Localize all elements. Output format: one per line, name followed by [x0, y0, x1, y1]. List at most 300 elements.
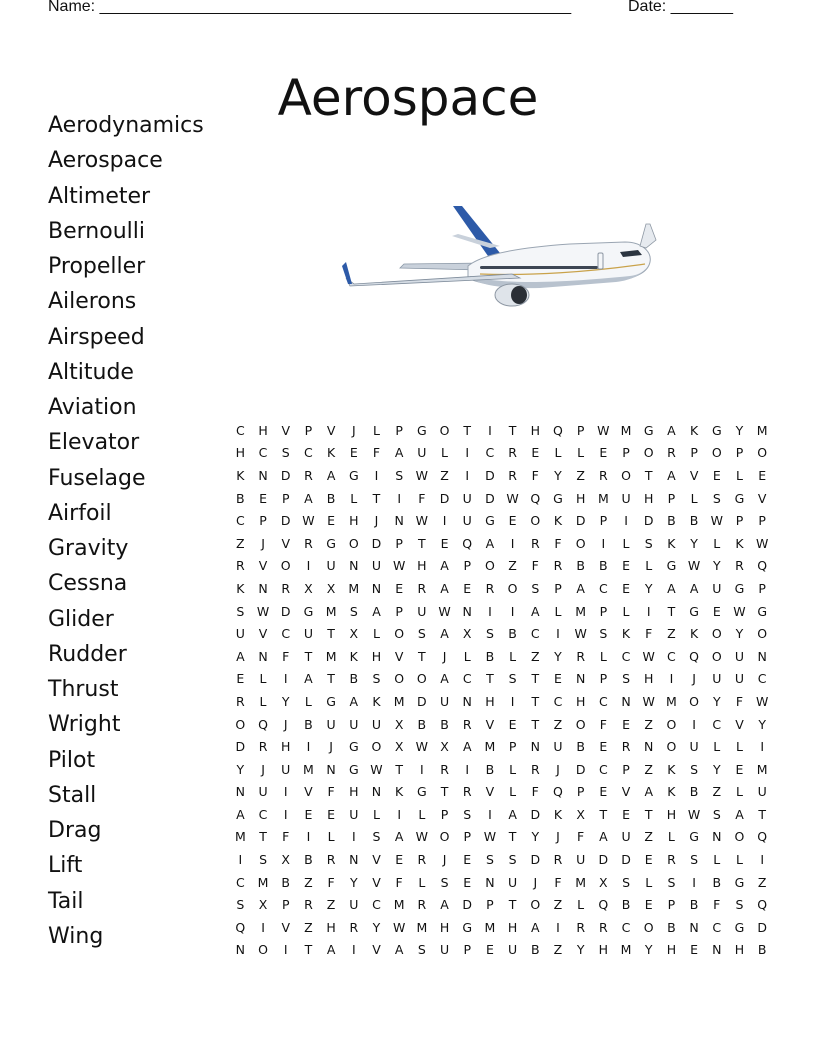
grid-row	[229, 916, 774, 939]
grid-cell: E	[622, 716, 630, 732]
grid-cell: E	[236, 671, 245, 687]
grid-cell: W	[415, 739, 429, 755]
grid-cell: F	[531, 558, 539, 574]
grid-cell: H	[666, 942, 677, 958]
grid-cell: H	[349, 784, 359, 800]
grid-cell: Z	[440, 467, 449, 483]
word-list-item: Pilot	[48, 747, 96, 773]
grid-row	[229, 893, 774, 916]
grid-cell: A	[599, 829, 608, 845]
grid-cell: P	[735, 445, 744, 461]
grid-cell: O	[348, 535, 359, 551]
grid-cell: O	[280, 558, 291, 574]
grid-cell: C	[598, 580, 608, 596]
grid-cell: I	[692, 874, 696, 890]
grid-cell: O	[711, 445, 722, 461]
grid-row	[229, 668, 774, 691]
grid-row	[229, 848, 774, 871]
grid-cell: R	[304, 535, 313, 551]
grid-cell: A	[689, 580, 699, 596]
grid-cell: X	[462, 626, 472, 642]
grid-cell: U	[371, 716, 382, 732]
grid-cell: C	[304, 445, 313, 461]
grid-cell: G	[666, 558, 677, 574]
grid-cell: D	[598, 852, 609, 868]
grid-row	[229, 464, 774, 487]
grid-cell: T	[327, 671, 335, 687]
grid-cell: B	[326, 490, 336, 506]
grid-cell: L	[667, 829, 675, 845]
grid-cell: I	[510, 535, 515, 551]
grid-cell: L	[713, 535, 721, 551]
grid-cell: E	[327, 513, 336, 529]
grid-cell: P	[599, 513, 608, 529]
grid-cell: I	[283, 806, 288, 822]
grid-cell: U	[303, 626, 313, 642]
grid-cell: G	[326, 693, 336, 709]
grid-cell: Y	[349, 874, 358, 890]
grid-cell: R	[599, 919, 608, 935]
grid-cell: H	[371, 648, 382, 664]
grid-cell: I	[465, 467, 470, 483]
grid-cell: N	[712, 942, 722, 958]
grid-cell: R	[599, 467, 608, 483]
grid-cell: Z	[553, 716, 563, 732]
grid-cell: E	[508, 513, 517, 529]
grid-cell: N	[757, 648, 767, 664]
grid-cell: Y	[281, 693, 290, 709]
grid-row	[229, 758, 774, 781]
grid-cell: G	[553, 490, 563, 506]
grid-cell: R	[304, 897, 313, 913]
grid-cell: I	[488, 603, 492, 619]
grid-cell: T	[531, 693, 540, 709]
grid-cell: L	[418, 806, 426, 822]
grid-cell: O	[666, 716, 677, 732]
grid-cell: D	[757, 919, 767, 935]
grid-cell: L	[735, 784, 743, 800]
grid-cell: O	[711, 626, 722, 642]
grid-row	[229, 645, 774, 668]
grid-cell: S	[622, 874, 630, 890]
grid-cell: M	[620, 942, 632, 958]
grid-cell: L	[577, 897, 585, 913]
word-list-item: Bernoulli	[48, 218, 145, 244]
grid-cell: X	[576, 806, 585, 822]
grid-cell: L	[259, 671, 267, 687]
word-list-item: Aerodynamics	[48, 113, 204, 138]
grid-cell: C	[621, 648, 631, 664]
grid-cell: R	[258, 739, 268, 755]
grid-cell: F	[327, 784, 335, 800]
grid-cell: S	[236, 897, 245, 913]
grid-cell: J	[442, 648, 447, 664]
grid-row	[229, 826, 774, 849]
grid-cell: E	[622, 558, 630, 574]
grid-cell: T	[599, 806, 608, 822]
grid-cell: I	[624, 513, 628, 529]
grid-cell: G	[711, 422, 722, 438]
grid-cell: I	[760, 852, 764, 868]
grid-cell: T	[395, 761, 403, 777]
grid-cell: T	[758, 806, 766, 822]
grid-cell: R	[326, 852, 336, 868]
grid-cell: L	[304, 693, 312, 709]
grid-cell: A	[440, 626, 449, 642]
grid-cell: L	[735, 852, 743, 868]
grid-cell: Y	[712, 558, 721, 574]
grid-cell: L	[622, 603, 630, 619]
grid-cell: Y	[735, 626, 744, 642]
grid-cell: R	[667, 445, 676, 461]
grid-cell: O	[439, 829, 450, 845]
grid-cell: H	[530, 422, 540, 438]
grid-cell: U	[349, 806, 359, 822]
grid-cell: Z	[667, 626, 676, 642]
grid-cell: M	[303, 761, 314, 777]
grid-cell: K	[236, 467, 245, 483]
date-line: Date: _______	[628, 0, 733, 15]
grid-cell: Q	[530, 490, 541, 506]
grid-cell: V	[621, 784, 631, 800]
grid-cell: H	[644, 671, 654, 687]
grid-cell: X	[304, 580, 313, 596]
grid-cell: G	[734, 490, 745, 506]
grid-cell: D	[371, 535, 382, 551]
grid-cell: O	[643, 445, 654, 461]
grid-cell: H	[439, 919, 450, 935]
grid-cell: I	[601, 535, 606, 551]
word-list-item: Elevator	[48, 430, 140, 456]
grid-row	[229, 871, 774, 894]
grid-cell: W	[710, 513, 723, 529]
grid-cell: Q	[757, 829, 768, 845]
grid-cell: S	[735, 897, 744, 913]
grid-cell: F	[577, 829, 585, 845]
grid-cell: F	[395, 874, 403, 890]
grid-cell: A	[394, 942, 404, 958]
grid-cell: X	[258, 897, 268, 913]
grid-cell: U	[508, 942, 518, 958]
grid-cell: N	[371, 784, 382, 800]
grid-cell: O	[235, 716, 246, 732]
grid-cell: Y	[712, 693, 721, 709]
grid-cell: Z	[644, 761, 653, 777]
grid-cell: W	[642, 693, 655, 709]
grid-cell: V	[757, 490, 767, 506]
grid-cell: L	[713, 852, 721, 868]
word-list-item: Propeller	[48, 254, 146, 279]
grid-cell: E	[508, 716, 517, 732]
grid-cell: E	[599, 445, 608, 461]
grid-cell: P	[735, 513, 744, 529]
grid-cell: O	[757, 626, 768, 642]
grid-cell: P	[486, 897, 494, 913]
grid-cell: Y	[690, 535, 698, 551]
grid-cell: B	[599, 558, 608, 574]
grid-cell: I	[692, 716, 696, 732]
grid-cell: W	[415, 467, 429, 483]
grid-cell: T	[418, 535, 426, 551]
grid-cell: V	[304, 784, 313, 800]
grid-cell: M	[575, 874, 587, 890]
grid-cell: L	[645, 558, 653, 574]
grid-cell: G	[643, 422, 654, 438]
grid-cell: F	[554, 874, 562, 890]
grid-cell: I	[510, 603, 515, 619]
grid-row	[229, 600, 774, 623]
grid-cell: B	[304, 852, 313, 868]
grid-row	[229, 781, 774, 804]
grid-cell: O	[575, 716, 586, 732]
grid-cell: N	[689, 919, 699, 935]
grid-cell: R	[462, 716, 472, 732]
grid-cell: X	[394, 716, 404, 732]
grid-cell: E	[599, 784, 608, 800]
grid-cell: Y	[554, 648, 562, 664]
grid-cell: L	[509, 648, 517, 664]
grid-cell: Q	[462, 535, 473, 551]
grid-cell: H	[507, 919, 518, 935]
grid-cell: N	[235, 942, 246, 958]
grid-cell: F	[554, 535, 562, 551]
grid-cell: F	[372, 445, 381, 461]
grid-cell: K	[667, 784, 676, 800]
grid-cell: U	[712, 671, 722, 687]
grid-cell: G	[303, 603, 314, 619]
word-list-item: Glider	[48, 606, 114, 632]
grid-cell: D	[280, 513, 291, 529]
grid-row	[229, 442, 774, 465]
grid-cell: I	[283, 942, 288, 958]
grid-cell: I	[760, 739, 764, 755]
grid-cell: S	[531, 580, 540, 596]
grid-cell: D	[643, 513, 654, 529]
grid-cell: K	[395, 784, 404, 800]
grid-cell: R	[349, 919, 359, 935]
grid-cell: Y	[576, 942, 585, 958]
grid-cell: N	[462, 603, 472, 619]
grid-cell: F	[645, 626, 653, 642]
grid-cell: C	[712, 919, 722, 935]
grid-cell: S	[372, 829, 381, 845]
grid-cell: S	[712, 806, 721, 822]
grid-cell: P	[554, 580, 562, 596]
grid-cell: U	[621, 490, 631, 506]
grid-cell: D	[485, 467, 495, 483]
grid-cell: S	[690, 852, 699, 868]
grid-cell: A	[372, 603, 381, 619]
grid-cell: L	[441, 445, 449, 461]
grid-cell: O	[711, 648, 722, 664]
grid-cell: A	[304, 671, 313, 687]
grid-cell: M	[393, 693, 405, 709]
word-list-item: Gravity	[48, 536, 129, 561]
grid-cell: I	[351, 942, 356, 958]
grid-cell: Z	[508, 558, 517, 574]
grid-cell: Z	[530, 648, 540, 664]
grid-cell: U	[712, 580, 722, 596]
grid-cell: O	[757, 445, 768, 461]
grid-cell: E	[644, 897, 653, 913]
grid-cell: O	[530, 513, 541, 529]
grid-cell: N	[258, 648, 268, 664]
word-list-item: Altimeter	[48, 183, 151, 209]
grid-cell: K	[372, 693, 381, 709]
word-search-grid	[229, 419, 774, 961]
grid-cell: N	[575, 671, 586, 687]
grid-cell: A	[326, 467, 336, 483]
grid-cell: T	[259, 829, 267, 845]
grid-cell: P	[395, 535, 403, 551]
grid-cell: U	[462, 490, 472, 506]
grid-cell: C	[235, 874, 245, 890]
grid-cell: P	[395, 603, 403, 619]
grid-cell: Z	[236, 535, 245, 551]
grid-cell: Q	[598, 897, 609, 913]
grid-cell: Z	[757, 874, 767, 890]
grid-cell: Y	[735, 422, 744, 438]
grid-cell: X	[281, 852, 290, 868]
grid-cell: Q	[757, 558, 768, 574]
grid-cell: I	[397, 806, 401, 822]
grid-cell: U	[734, 648, 745, 664]
grid-cell: K	[553, 806, 563, 822]
grid-cell: L	[735, 467, 743, 483]
word-list-item: Ailerons	[48, 289, 137, 315]
grid-cell: E	[395, 852, 404, 868]
grid-cell: Z	[553, 897, 563, 913]
grid-cell: M	[348, 580, 360, 596]
grid-cell: A	[644, 784, 653, 800]
grid-cell: Z	[304, 874, 313, 890]
grid-cell: C	[712, 716, 722, 732]
grid-cell: A	[349, 693, 359, 709]
grid-cell: G	[734, 874, 745, 890]
grid-cell: B	[757, 942, 767, 958]
grid-cell: M	[325, 603, 337, 619]
grid-cell: W	[256, 603, 270, 619]
grid-cell: E	[463, 580, 472, 596]
grid-cell: E	[554, 671, 562, 687]
grid-cell: A	[440, 671, 449, 687]
word-list-item: Airfoil	[48, 500, 112, 526]
grid-cell: S	[712, 490, 721, 506]
grid-cell: V	[281, 422, 290, 438]
grid-cell: U	[417, 603, 427, 619]
grid-cell: J	[351, 422, 356, 438]
grid-cell: R	[236, 558, 245, 574]
word-list-item: Thrust	[48, 677, 119, 702]
grid-cell: A	[304, 490, 313, 506]
grid-cell: O	[439, 422, 450, 438]
grid-cell: K	[735, 535, 744, 551]
grid-cell: W	[506, 490, 519, 506]
grid-cell: L	[509, 761, 517, 777]
grid-cell: D	[621, 852, 631, 868]
grid-cell: S	[236, 603, 245, 619]
grid-cell: A	[326, 942, 336, 958]
grid-cell: G	[462, 919, 473, 935]
grid-cell: D	[530, 852, 541, 868]
grid-cell: V	[258, 558, 268, 574]
grid-cell: U	[508, 874, 518, 890]
grid-cell: F	[282, 829, 290, 845]
grid-cell: C	[598, 693, 608, 709]
grid-cell: Y	[236, 761, 245, 777]
grid-cell: R	[485, 580, 495, 596]
grid-cell: R	[281, 580, 291, 596]
grid-cell: S	[395, 467, 404, 483]
grid-cell: T	[531, 716, 540, 732]
grid-cell: H	[258, 422, 268, 438]
grid-cell: A	[236, 806, 245, 822]
grid-cell: K	[667, 761, 676, 777]
grid-cell: I	[488, 806, 492, 822]
grid-cell: P	[758, 513, 766, 529]
grid-cell: O	[371, 739, 382, 755]
grid-cell: M	[325, 648, 337, 664]
grid-cell: W	[574, 626, 587, 642]
grid-cell: X	[599, 874, 608, 890]
name-line: Name: _____________________________________________________	[48, 0, 572, 15]
grid-cell: N	[394, 513, 404, 529]
grid-cell: M	[393, 897, 405, 913]
grid-cell: R	[508, 467, 517, 483]
grid-cell: F	[735, 693, 744, 709]
grid-cell: J	[692, 671, 696, 687]
grid-cell: O	[484, 558, 495, 574]
grid-cell: S	[372, 671, 381, 687]
grid-cell: Z	[576, 467, 585, 483]
grid-cell: P	[667, 490, 676, 506]
grid-cell: A	[667, 580, 676, 596]
grid-cell: I	[374, 467, 379, 483]
grid-cell: V	[372, 852, 381, 868]
grid-cell: B	[508, 626, 517, 642]
grid-cell: S	[417, 626, 426, 642]
grid-cell: T	[304, 942, 313, 958]
grid-cell: T	[531, 671, 540, 687]
grid-cell: Y	[644, 942, 653, 958]
grid-cell: D	[417, 693, 427, 709]
grid-cell: R	[735, 558, 744, 574]
grid-cell: C	[281, 626, 291, 642]
grid-cell: B	[689, 513, 699, 529]
grid-cell: S	[259, 852, 267, 868]
grid-cell: M	[257, 874, 269, 890]
grid-cell: Q	[235, 919, 246, 935]
grid-cell: A	[440, 897, 449, 913]
grid-cell: G	[734, 580, 745, 596]
grid-cell: E	[259, 490, 267, 506]
grid-cell: I	[556, 919, 560, 935]
grid-cell: L	[554, 603, 562, 619]
grid-row	[229, 509, 774, 532]
grid-cell: X	[349, 626, 359, 642]
grid-cell: N	[530, 739, 540, 755]
grid-cell: I	[283, 671, 288, 687]
grid-cell: F	[282, 648, 290, 664]
grid-cell: C	[372, 897, 381, 913]
grid-cell: W	[733, 603, 746, 619]
grid-cell: S	[599, 626, 608, 642]
grid-cell: Q	[258, 716, 268, 732]
grid-cell: I	[420, 761, 424, 777]
grid-cell: A	[236, 648, 245, 664]
grid-cell: G	[734, 919, 745, 935]
grid-cell: P	[440, 806, 449, 822]
